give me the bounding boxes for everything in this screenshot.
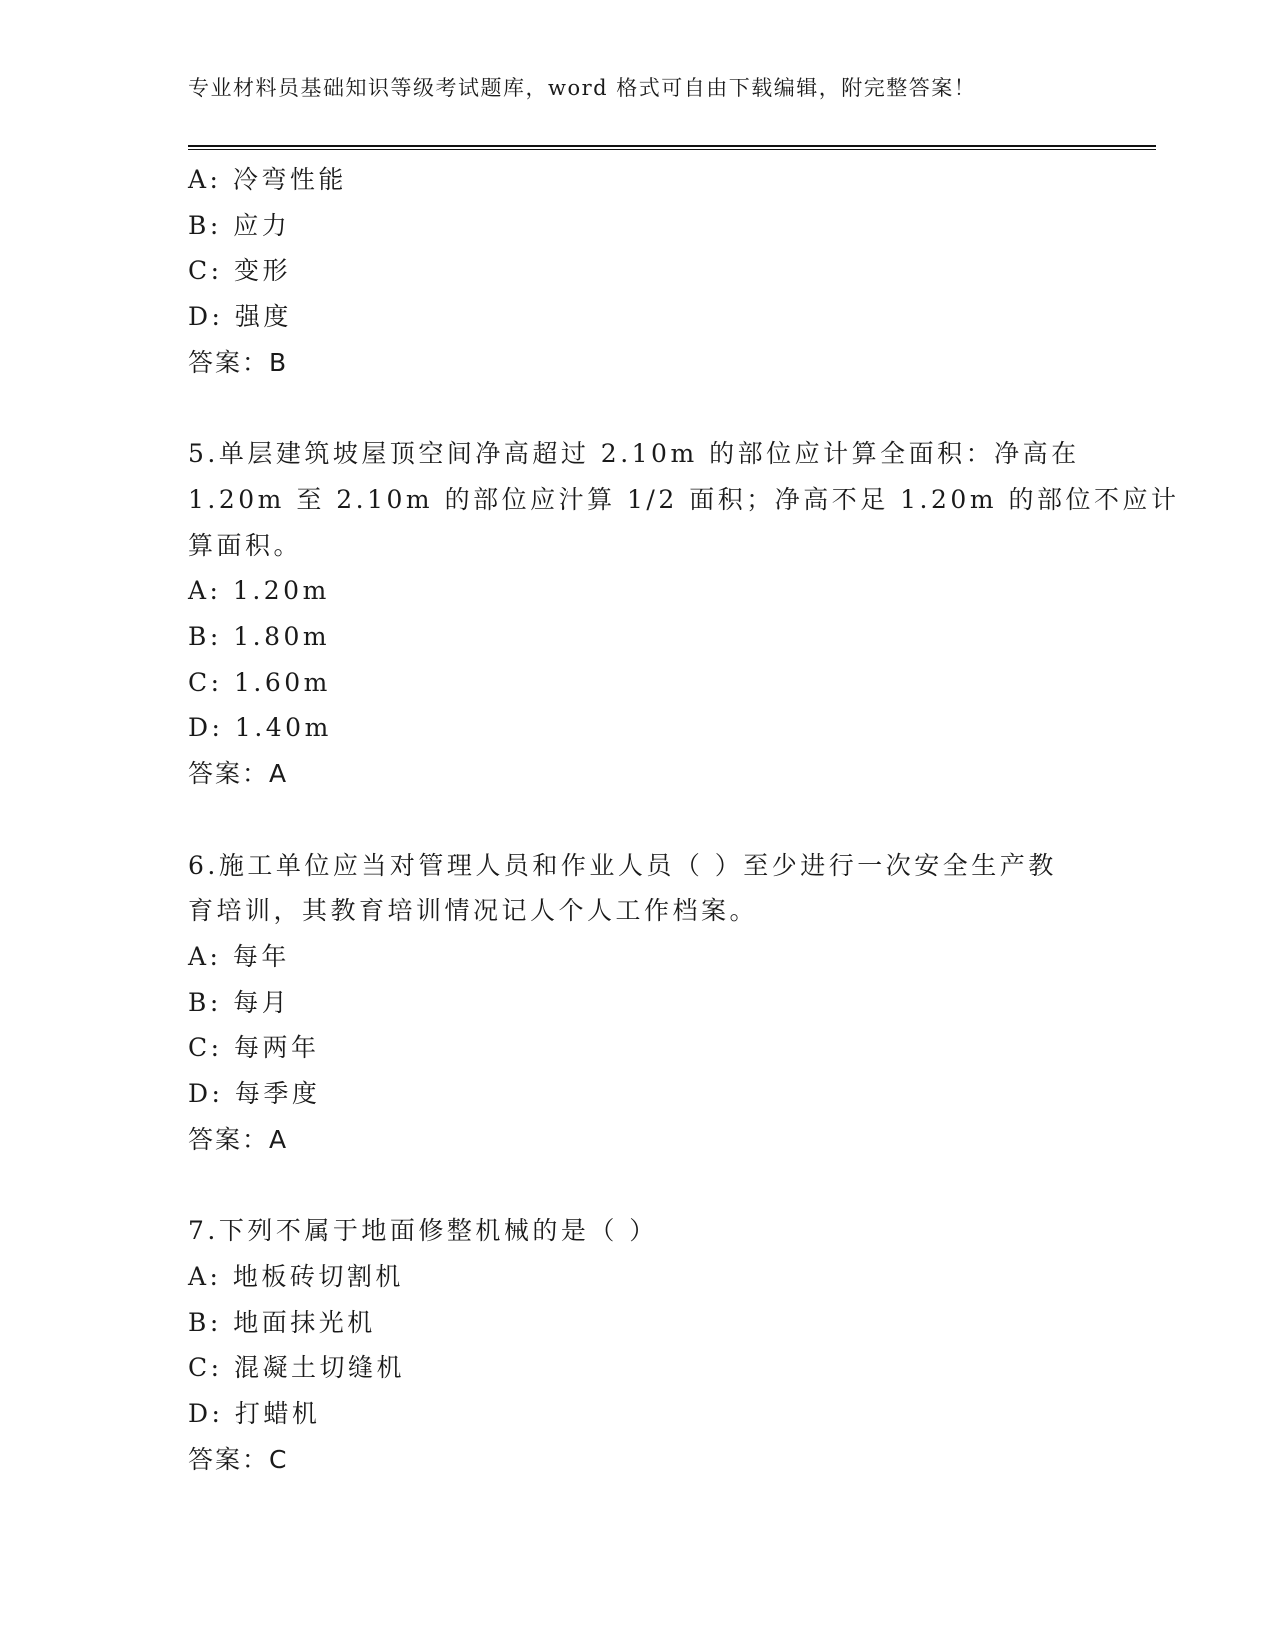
question-stem: 育培训，其教育培训情况记人个人工作档案。 [188, 896, 759, 926]
option-b: B: 每月 [188, 987, 291, 1017]
question-stem: 算面积。 [188, 530, 303, 560]
option-d: D: 强度 [188, 302, 292, 332]
option-a: A: 地板砖切割机 [188, 1261, 404, 1291]
spacer [188, 797, 1088, 843]
question-7 [188, 1208, 1088, 1482]
option-d: D: 打蜡机 [188, 1398, 321, 1428]
answer-line: 答案：C [188, 1444, 289, 1474]
question-stem: 6.施工单位应当对管理人员和作业人员（ ）至少进行一次安全生产教 [188, 850, 1057, 880]
document-body [188, 157, 1180, 1482]
option-d: D: 每季度 [188, 1079, 321, 1109]
header-divider [188, 145, 1156, 150]
option-b: B: 1.80m [188, 622, 331, 652]
option-c: C: 变形 [188, 256, 291, 286]
question-5 [188, 431, 1180, 797]
option-d: D: 1.40m [188, 713, 332, 743]
option-c: C: 混凝土切缝机 [188, 1353, 405, 1383]
option-a: A: 冷弯性能 [188, 165, 347, 194]
option-a: A: 每年 [188, 941, 290, 971]
question-4 [188, 157, 1088, 386]
question-6 [188, 843, 1088, 1163]
answer-line: 答案：B [188, 347, 289, 377]
question-stem: 7.下列不属于地面修整机械的是（ ） [188, 1216, 658, 1246]
option-a: A: 1.20m [188, 576, 330, 606]
option-c: C: 每两年 [188, 1033, 320, 1063]
option-b: B: 地面抹光机 [188, 1307, 376, 1337]
question-stem: 1.20m 至 2.10m 的部位应汁算 1/2 面积；净高不足 1.20m 的部位不应计 [188, 484, 1180, 514]
question-stem: 5.单层建筑坡屋顶空间净高超过 2.10m 的部位应计算全面积：净高在 [188, 439, 1080, 469]
page-header: 专业材料员基础知识等级考试题库，word 格式可自由下载编辑，附完整答案！ [188, 76, 977, 100]
spacer [188, 1162, 1088, 1208]
spacer [188, 386, 1088, 432]
option-b: B: 应力 [188, 210, 291, 240]
answer-line: 答案：A [188, 1124, 289, 1154]
answer-line: 答案：A [188, 759, 289, 789]
option-c: C: 1.60m [188, 667, 331, 697]
